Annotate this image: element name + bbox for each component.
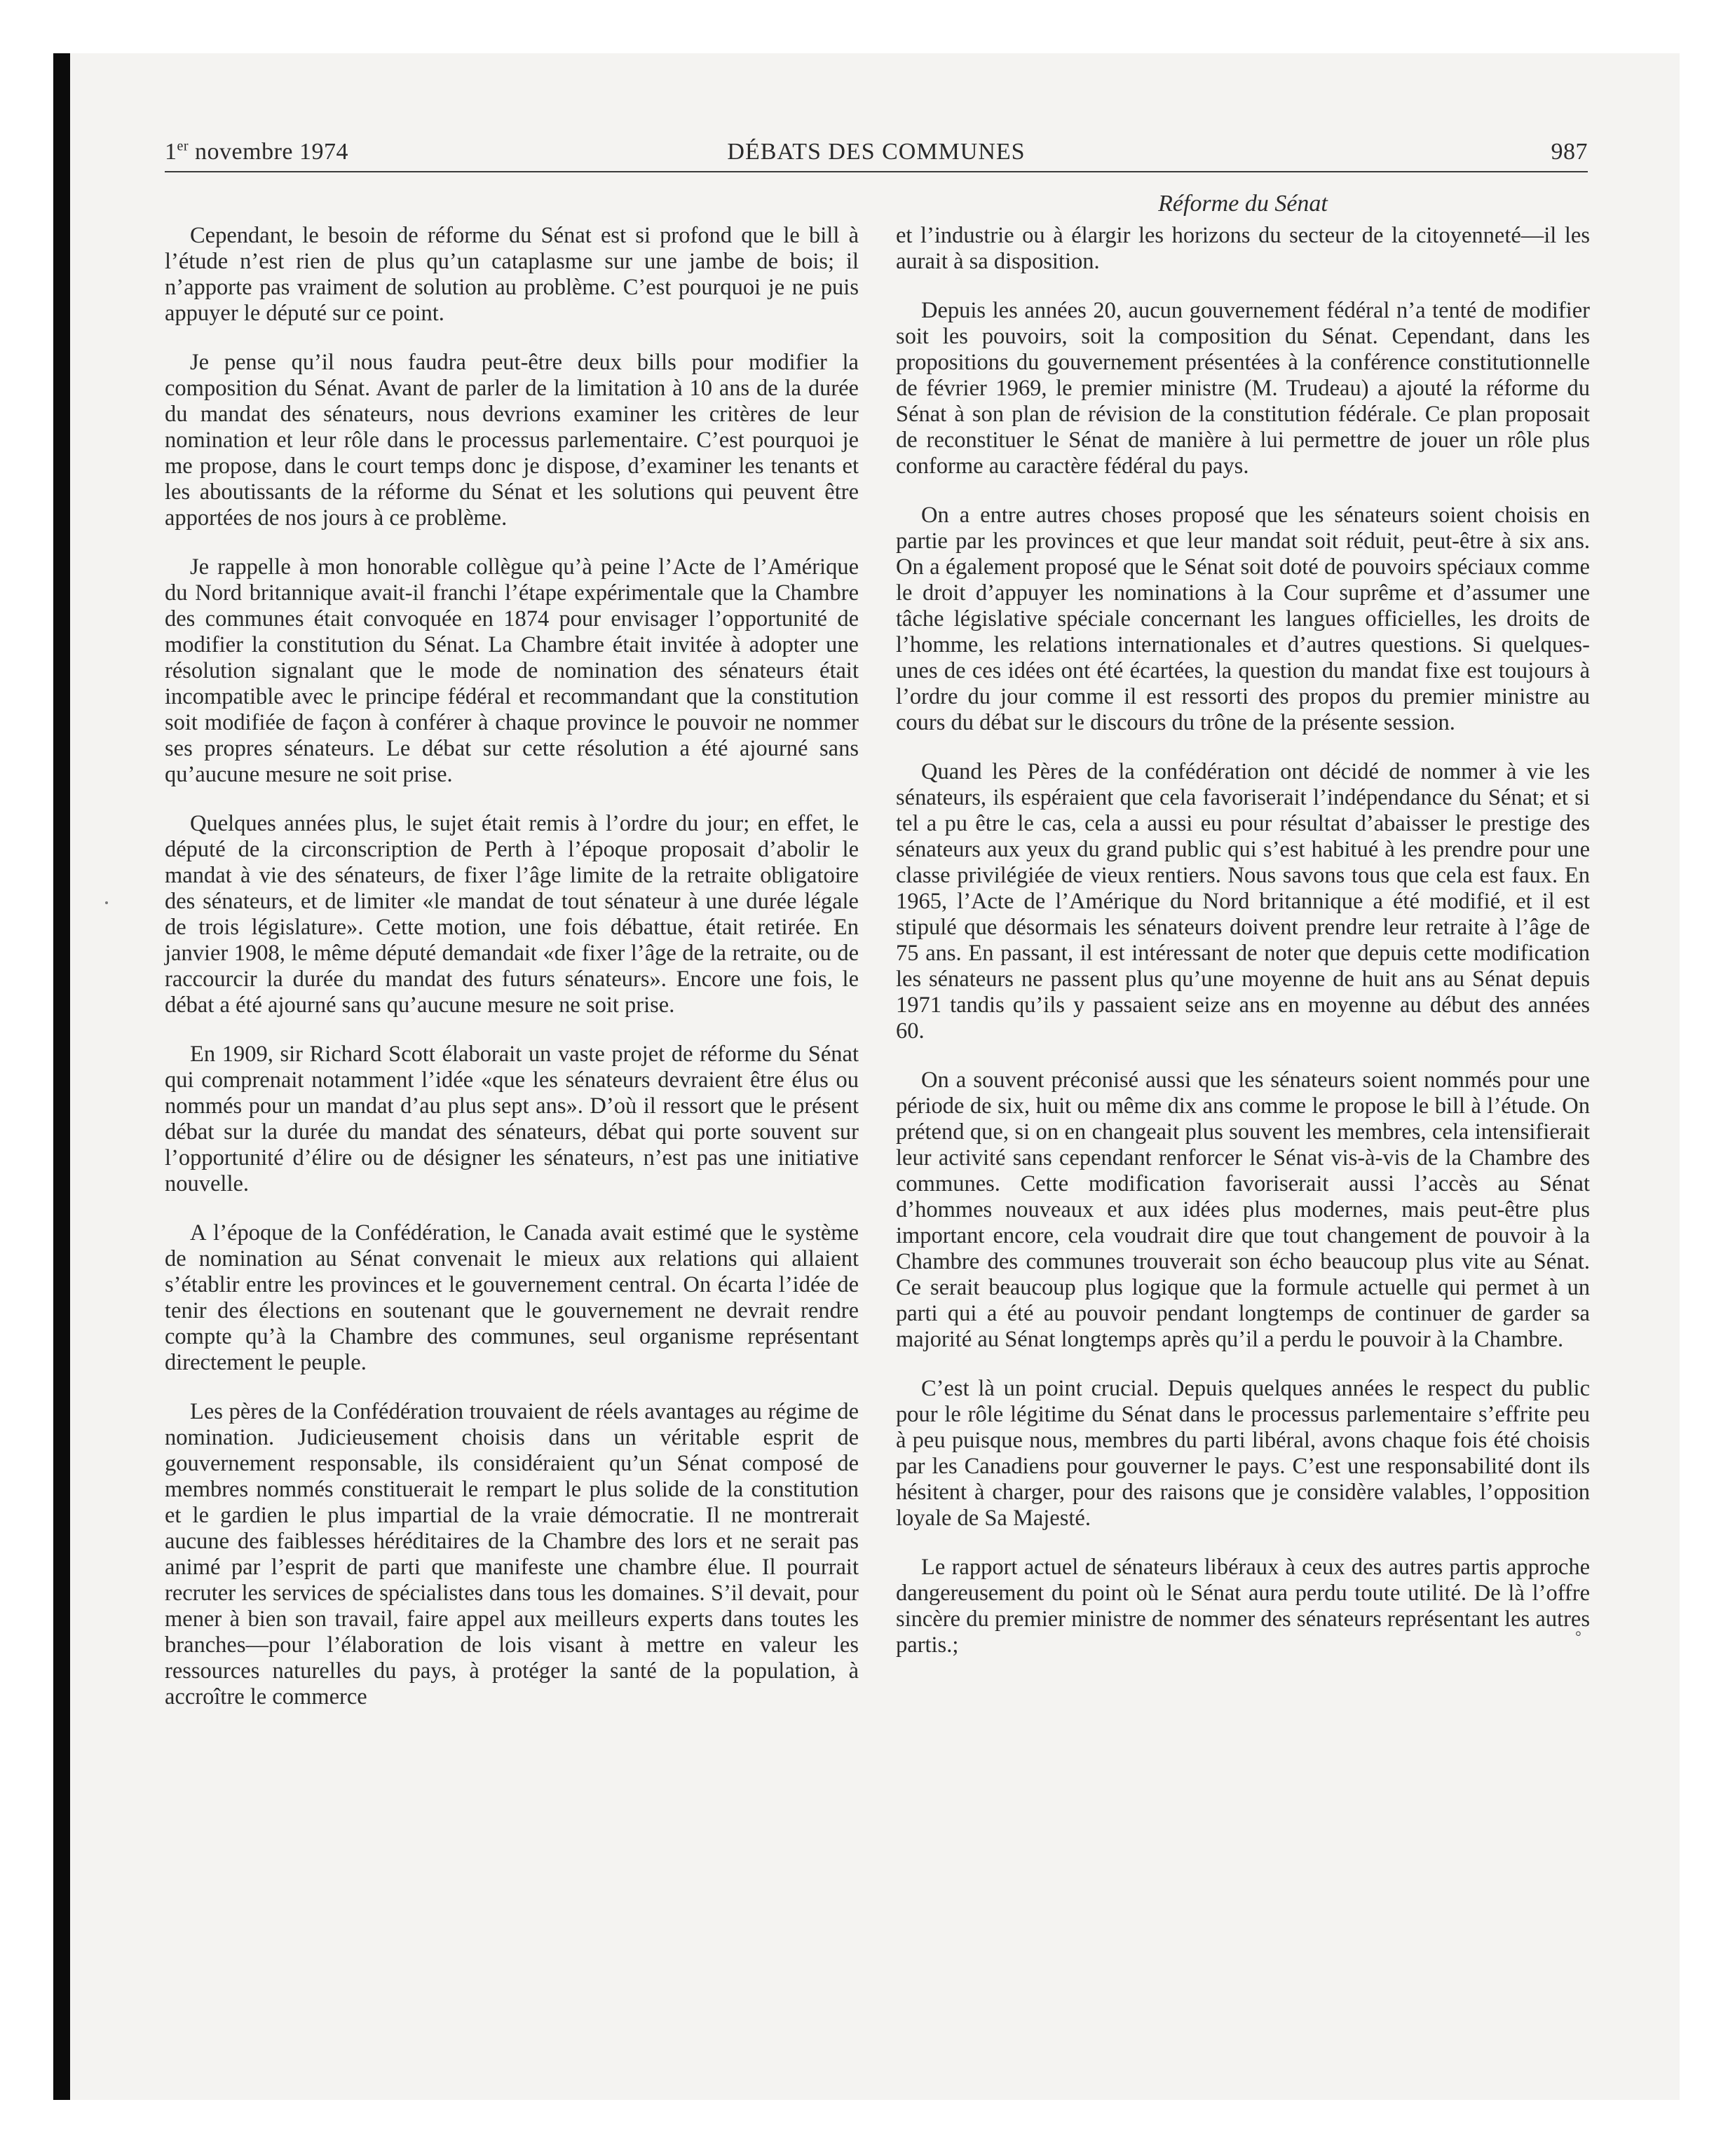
paragraph: On a souvent préconisé aussi que les sénateurs soient nommés pour une période de six, huit ou même dix ans comme le propose le bill à l’étude. On prétend que, si on en changeait plus souvent les membres, cela intensifierait leur activité sans cependant renforcer le Sénat vis-à-vis de la Chambre des communes. Cette modification favoriserait aussi l’accès au Sénat d’hommes nouveaux et aux idées plus modernes, mais peut-être plus important encore, cela voudrait dire que tout changement de pouvoir à la Chambre des communes trouverait son écho beaucoup plus vite au Sénat. Ce serait beaucoup plus logique que la formule actuelle qui permet à un parti qui a été au pouvoir pendant longtemps de continuer de garder sa majorité au Sénat longtemps après qu’il a perdu le pouvoir à la Chambre. xyxy=(896,1067,1590,1352)
paragraph: Depuis les années 20, aucun gouvernement fédéral n’a tenté de modifier soit les pouvoirs, soit la composition du Sénat. Cependant, dans les propositions du gouvernement présentées à la conférence constitutionnelle de février 1969, le premier ministre (M. Trudeau) a ajouté la réforme du Sénat à son plan de révision de la constitution fédérale. Ce plan proposait de reconstituer le Sénat de manière à lui permettre de jouer un rôle plus conforme au caractère fédéral du pays. xyxy=(896,298,1590,479)
margin-mark-icon: ° xyxy=(1575,1628,1581,1645)
page-header xyxy=(165,135,1588,172)
paragraph: Je rappelle à mon honorable collègue qu’à peine l’Acte de l’Amérique du Nord britannique avait-il franchi l’étape expérimentale que la Chambre des communes était convoquée en 1874 pour envisager l’opportunité de modifier la constitution du Sénat. La Chambre était invitée à adopter une résolution signalant que le mode de nomination des sénateurs était incompatible avec le principe fédéral et recommandant que la constitution soit modifiée de façon à conférer à chaque province le pouvoir ne nommer ses propres sénateurs. Le débat sur cette résolution a été ajourné sans qu’aucune mesure ne soit prise. xyxy=(165,554,859,787)
paragraph: Cependant, le besoin de réforme du Sénat est si profond que le bill à l’étude n’est rien de plus qu’un cataplasme sur une jambe de bois; il n’apporte pas vraiment de solution au problème. C’est pourquoi je ne puis appuyer le député sur ce point. xyxy=(165,223,859,326)
paragraph: A l’époque de la Confédération, le Canada avait estimé que le système de nomination au Sénat convenait le mieux aux relations qui allaient s’établir entre les provinces et le gouvernement central. On écarta l’idée de tenir des élections en soutenant que le gouvernement ne devrait rendre compte qu’à la Chambre des communes, seul organisme représentant directement le peuple. xyxy=(165,1220,859,1375)
paragraph: Le rapport actuel de sénateurs libéraux à ceux des autres partis approche dangereusement du point où le Sénat aura perdu toute utilité. De là l’offre sincère du premier ministre de nommer des sénateurs représentant les autres partis.; xyxy=(896,1555,1590,1658)
paragraph-continuation: et l’industrie ou à élargir les horizons du secteur de la citoyenneté—il les aurait à sa disposition. xyxy=(896,223,1590,274)
page-number: 987 xyxy=(1551,139,1588,165)
paragraph: C’est là un point crucial. Depuis quelques années le respect du public pour le rôle légitime du Sénat dans le processus parlementaire s’effrite peu à peu puisque nous, membres du parti libéral, avons chaque fois été choisis par les Canadiens pour gouverner le pays. C’est une responsabilité dont ils hésitent à charger, pour des raisons que je considère valables, l’opposition loyale de Sa Majesté. xyxy=(896,1376,1590,1531)
right-column xyxy=(896,223,1590,1681)
paragraph: Quelques années plus, le sujet était remis à l’ordre du jour; en effet, le député de la circonscription de Perth à l’époque proposait d’abolir le mandat à vie des sénateurs, de fixer l’âge limite de la retraite obligatoire des sénateurs, et de limiter «le mandat de tout sénateur à une durée légale de trois législature». Cette motion, une fois débattue, était retirée. En janvier 1908, le même député demandait «de fixer l’âge de la retraite, ou de raccourcir la durée du mandat des futurs sénateurs». Encore une fois, le débat a été ajourné sans qu’aucune mesure ne soit prise. xyxy=(165,811,859,1018)
paragraph: Les pères de la Confédération trouvaient de réels avantages au régime de nomination. Judicieusement choisis dans un véritable esprit de gouvernement responsable, ils considéraient qu’un Sénat composé de membres nommés constituerait le rempart le plus solide de la constitution et le gardien le plus impartial de la vraie démocratie. Il ne montrerait aucune des faiblesses héréditaires de la Chambre des lors et ne serait pas animé par l’esprit de parti que manifeste une chambre élue. Il pourrait recruter les services de spécialistes dans tous les domaines. S’il devait, pour mener à bien son travail, faire appel aux meilleurs experts dans toutes les branches—pour l’élaboration de lois visant à mettre en valeur les ressources naturelles du pays, à protéger la santé de la population, à accroître le commerce xyxy=(165,1399,859,1710)
section-title: Réforme du Sénat xyxy=(1158,191,1328,217)
paragraph: On a entre autres choses proposé que les sénateurs soient choisis en partie par les provinces et que leur mandat soit réduit, peut-être à six ans. On a également proposé que le Sénat soit doté de pouvoirs spéciaux comme le droit d’appuyer les nominations à la Cour suprême et d’assumer une tâche législative spéciale concernant les langues officielles, les droits de l’homme, les relations internationales et d’autres questions. Si quelques-unes de ces idées ont été écartées, la question du mandat fixe est toujours à l’ordre du jour comme il est ressorti des propos du premier ministre au cours du débat sur le discours du trône de la présente session. xyxy=(896,503,1590,735)
header-title: DÉBATS DES COMMUNES xyxy=(727,139,1026,165)
paragraph: Quand les Pères de la confédération ont décidé de nommer à vie les sénateurs, ils espéraient que cela favoriserait l’indépendance du Sénat; et si tel a pu être le cas, cela a aussi eu pour résultat d’abaisser le prestige des sénateurs aux yeux du grand public qui s’est habitué à les prendre pour une classe privilégiée de vieux rentiers. Nous savons tous que cela est faux. En 1965, l’Acte de l’Amérique du Nord britannique a été modifié, et il est stipulé que désormais les sénateurs doivent prendre leur retraite à l’âge de 75 ans. En passant, il est intéressant de noter que depuis cette modification les sénateurs ne passent plus qu’une moyenne de huit ans au Sénat depuis 1971 tandis qu’ils y passaient seize ans en moyenne au début des années 60. xyxy=(896,759,1590,1044)
left-column xyxy=(165,223,859,1733)
paragraph: En 1909, sir Richard Scott élaborait un vaste projet de réforme du Sénat qui comprenait notamment l’idée «que les sénateurs devraient être élus ou nommés pour un mandat d’au plus sept ans». D’où il ressort que le présent débat sur la durée du mandat des sénateurs, débat qui porte souvent sur l’opportunité d’élire ou de désigner les sénateurs, n’est pas une initiative nouvelle. xyxy=(165,1042,859,1196)
scan-speck-icon xyxy=(105,901,108,904)
paragraph: Je pense qu’il nous faudra peut-être deux bills pour modifier la composition du Sénat. Avant de parler de la limitation à 10 ans de la durée du mandat des sénateurs, nous devrions examiner les critères de leur nomination et leur rôle dans le processus parlementaire. C’est pourquoi je me propose, dans le court temps donc je dispose, d’examiner les tenants et les aboutissants de la réforme du Sénat et les solutions qui peuvent être apportées de nos jours à ce problème. xyxy=(165,350,859,531)
header-date: 1er novembre 1974 xyxy=(165,138,348,165)
